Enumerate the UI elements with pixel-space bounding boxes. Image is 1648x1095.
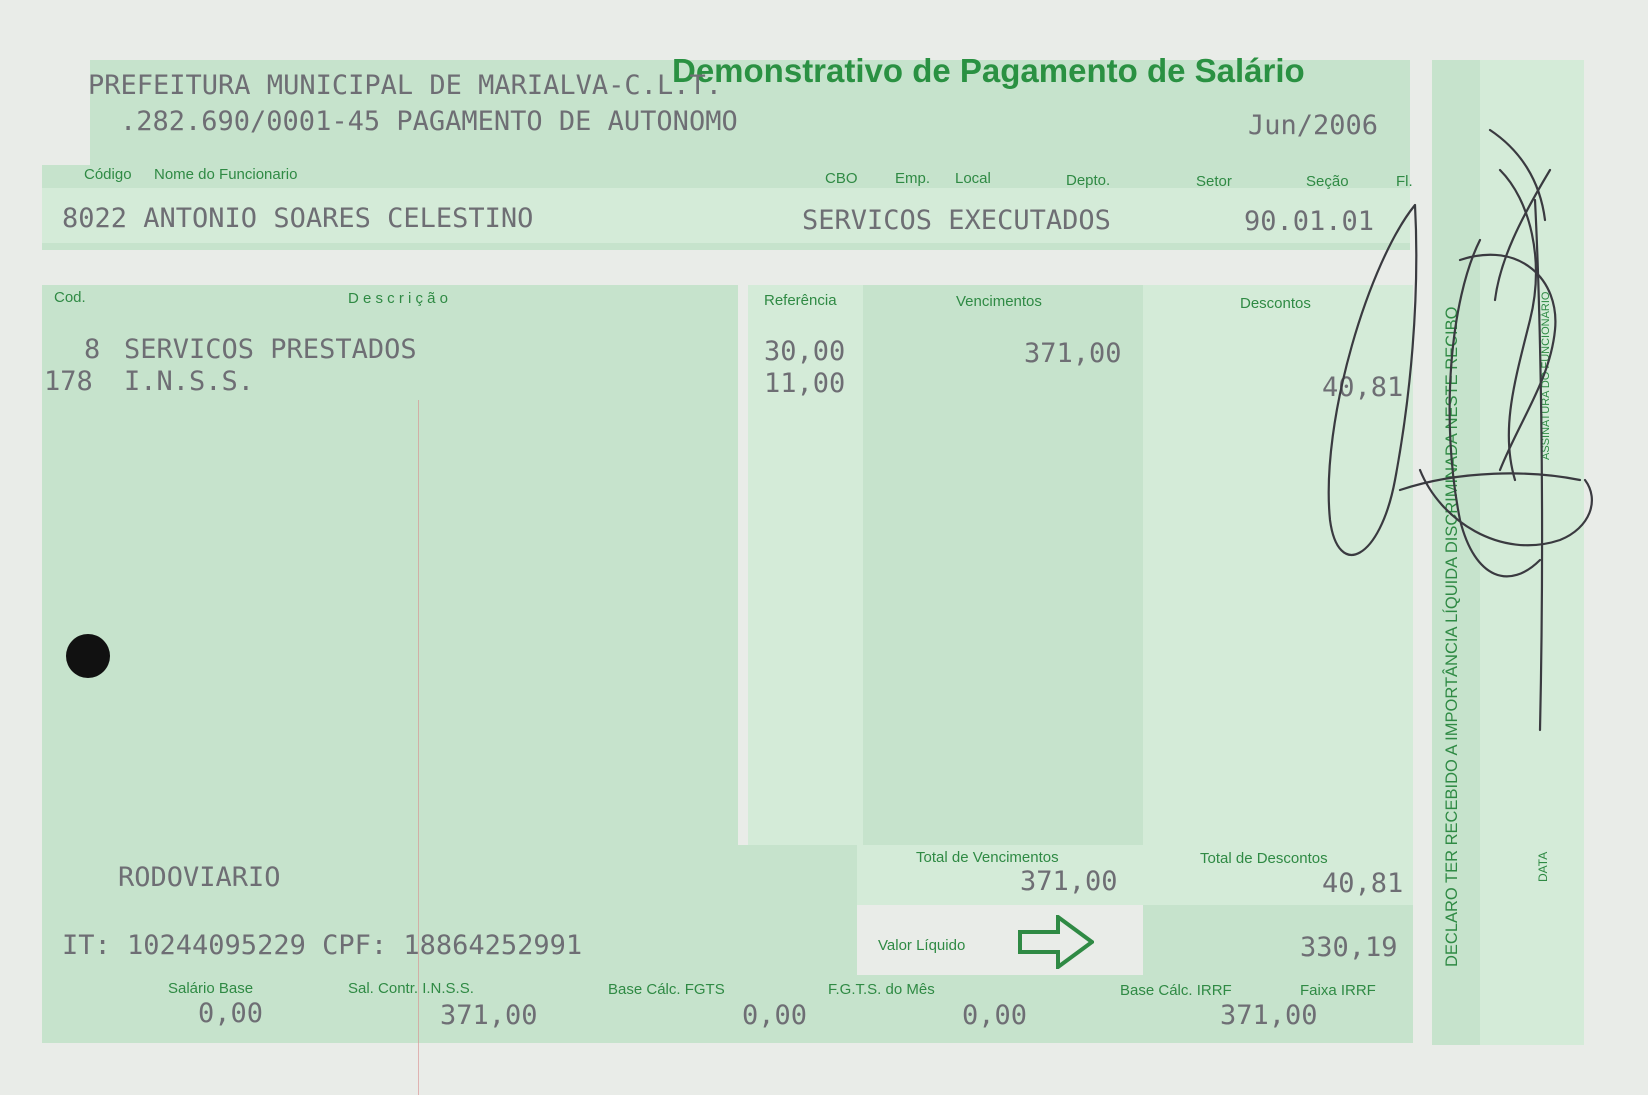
base-label-fgts-mes: F.G.T.S. do Mês [828,981,935,998]
receipt-date-label: DATA [1536,851,1550,882]
valor-liquido-label: Valor Líquido [878,937,966,954]
label-setor: Setor [1196,173,1232,190]
row-2-descricao: I.N.S.S. [124,366,255,397]
header-vencimentos: Vencimentos [956,293,1042,310]
employee-sector-code: 90.01.01 [1244,206,1375,237]
row-2-cod: 178 [44,366,93,397]
base-value-inss: 371,00 [440,1000,538,1031]
label-fl: Fl. [1396,173,1413,190]
row-1-referencia: 30,00 [764,336,846,367]
row-2-descontos: 40,81 [1322,372,1404,403]
base-value-salario: 0,00 [198,998,264,1029]
note-text: RODOVIARIO [118,862,281,893]
cnpj-line: .282.690/0001-45 PAGAMENTO DE AUTONOMO [120,106,738,137]
total-descontos-label: Total de Descontos [1200,850,1328,867]
base-value-fgts-mes: 0,00 [962,1000,1028,1031]
receipt-signature-label: ASSINATURA DO FUNCIONÁRIO [1540,291,1552,460]
label-depto: Depto. [1066,172,1111,189]
header-descontos: Descontos [1240,295,1311,312]
header-referencia: Referência [764,292,837,309]
total-descontos-value: 40,81 [1322,868,1404,899]
valor-liquido-value: 330,19 [1300,932,1398,963]
label-emp: Emp. [895,170,931,187]
label-local: Local [955,170,991,187]
base-label-fgts: Base Cálc. FGTS [608,981,725,998]
base-label-inss: Sal. Contr. I.N.S.S. [348,980,474,997]
label-nome: Nome do Funcionario [154,166,298,183]
row-1-descricao: SERVICOS PRESTADOS [124,334,417,365]
base-label-salario: Salário Base [168,980,254,997]
total-vencimentos-label: Total de Vencimentos [916,849,1059,866]
ids-line: IT: 10244095229 CPF: 18864252991 [62,930,583,961]
base-label-faixa-irrf: Faixa IRRF [1300,982,1376,999]
label-codigo: Código [84,166,132,183]
period: Jun/2006 [1248,110,1379,141]
row-2-referencia: 11,00 [764,368,846,399]
header-cod: Cod. [54,289,86,306]
label-cbo: CBO [825,170,858,187]
receipt-declaration: DECLARO TER RECEBIDO A IMPORTÂNCIA LÍQUIDA DISCRIMINADA NESTE RECIBO [1443,306,1461,967]
employee-code-name: 8022 ANTONIO SOARES CELESTINO [62,203,534,234]
row-1-cod: 8 [84,334,101,365]
document-title: Demonstrativo de Pagamento de Salário [672,52,1305,89]
total-vencimentos-value: 371,00 [1020,866,1118,897]
base-value-fgts: 0,00 [742,1000,808,1031]
header-descricao: D e s c r i ç ã o [348,290,449,307]
label-secao: Seção [1306,173,1349,190]
employer-line: PREFEITURA MUNICIPAL DE MARIALVA-C.L.T. [88,70,722,101]
base-label-irrf: Base Cálc. IRRF [1120,982,1232,999]
row-1-vencimentos: 371,00 [1024,338,1122,369]
base-value-irrf: 371,00 [1220,1000,1318,1031]
employee-function: SERVICOS EXECUTADOS [802,205,1111,236]
